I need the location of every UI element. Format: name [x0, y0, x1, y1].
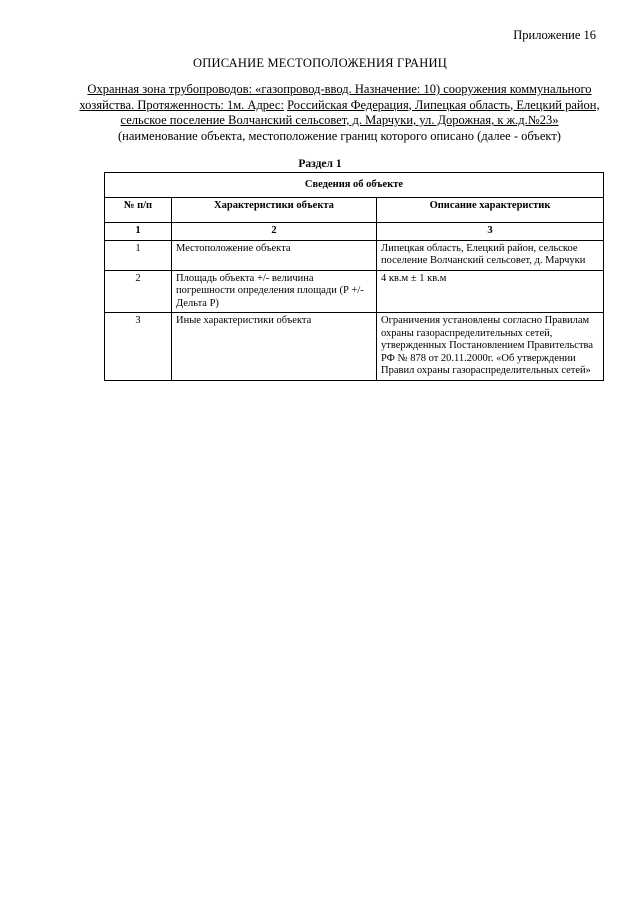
table-title: Сведения об объекте	[105, 173, 604, 198]
column-number-row	[105, 223, 604, 241]
object-caption: (наименование объекта, местоположение границ которого описано (далее - объект)	[118, 128, 561, 143]
row-number: 1	[105, 240, 172, 270]
appendix-label: Приложение 16	[513, 28, 596, 42]
table-row	[105, 240, 604, 270]
column-number: 3	[377, 223, 604, 241]
row-description: 4 кв.м ± 1 кв.м	[377, 270, 604, 313]
row-characteristic: Иные характеристики объекта	[172, 313, 377, 381]
column-number: 2	[172, 223, 377, 241]
row-number: 2	[105, 270, 172, 313]
table-row	[105, 270, 604, 313]
row-description: Ограничения установлены согласно Правилам охраны газораспределительных сетей, утвержденных Постановлением Правительства РФ № 878 от 20.11.2000г. «Об утверждении Правил охраны газораспределительных сетей»	[377, 313, 604, 381]
object-name: Охранная зона трубопроводов: «газопровод-ввод. Назначение: 10) сооружения коммунального хозяйства. Протяженность: 1м. Адрес:	[79, 82, 592, 112]
section-title: Раздел 1	[298, 158, 342, 170]
column-header-number: № п/п	[105, 198, 172, 223]
object-address: Российская Федерация, Липецкая область, Елецкий район, сельское поселение Волчанский сельсовет, д. Марчуки, ул. Дорожная, к ж.д.№23»	[120, 97, 600, 127]
column-number: 1	[105, 223, 172, 241]
object-info-table	[104, 172, 604, 381]
table-row	[105, 313, 604, 381]
row-characteristic: Площадь объекта +/- величина погрешности определения площади (Р +/- Дельта Р)	[172, 270, 377, 313]
row-number: 3	[105, 313, 172, 381]
row-description: Липецкая область, Елецкий район, сельское поселение Волчанский сельсовет, д. Марчуки	[377, 240, 604, 270]
row-characteristic: Местоположение объекта	[172, 240, 377, 270]
table-title-row	[105, 173, 604, 198]
page-title: ОПИСАНИЕ МЕСТОПОЛОЖЕНИЯ ГРАНИЦ	[193, 56, 447, 70]
column-header-description: Описание характеристик	[377, 198, 604, 223]
table-header-row	[105, 198, 604, 223]
column-header-characteristic: Характеристики объекта	[172, 198, 377, 223]
object-description	[72, 82, 607, 144]
